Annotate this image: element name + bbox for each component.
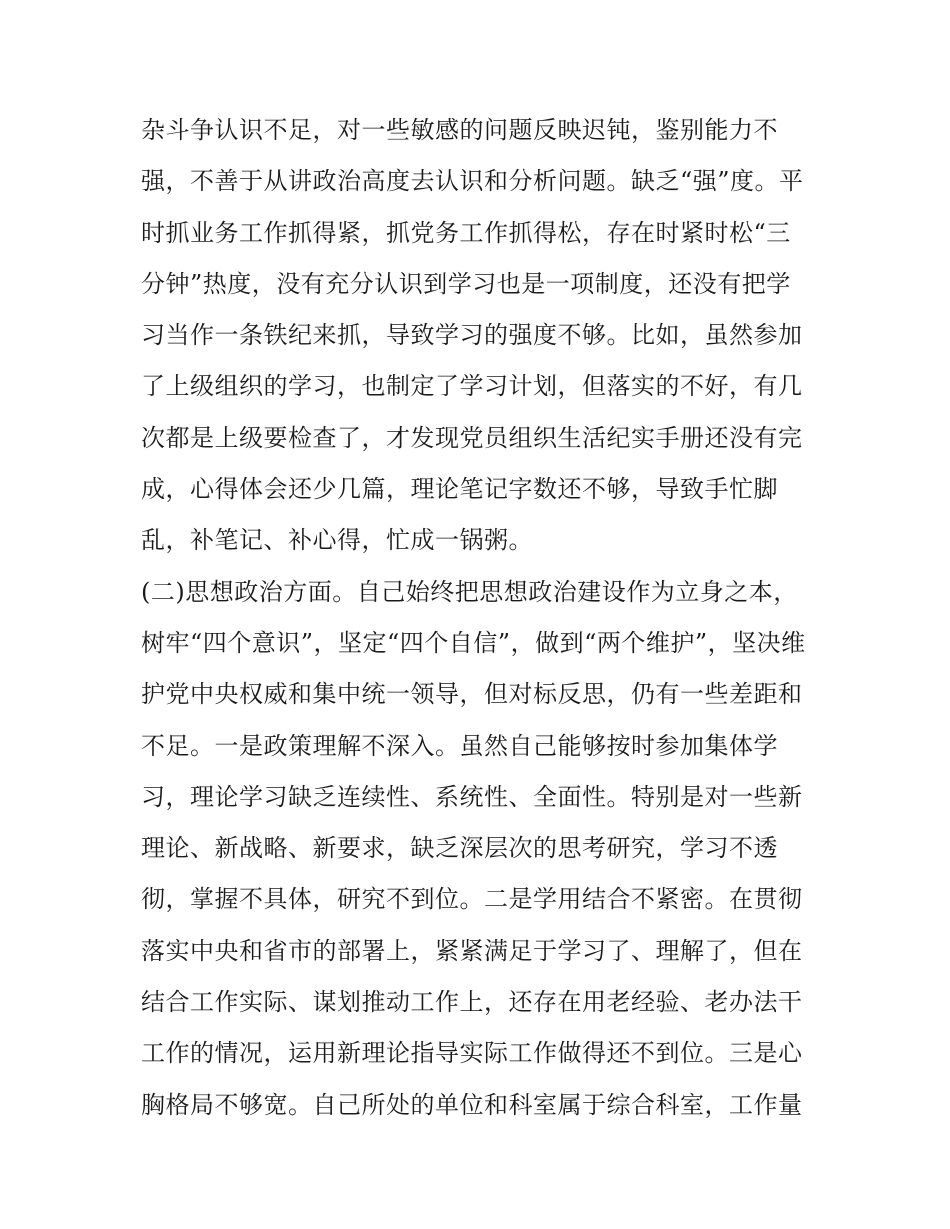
text-line-18: 结合工作实际、谋划推动工作上，还存在用老经验、老办法干 [141, 988, 803, 1017]
text-line-17: 落实中央和省市的部署上，紧紧满足于学习了、理解了，但在 [141, 936, 803, 965]
text-line-1: 杂斗争认识不足，对一些敏感的问题反映迟钝，鉴别能力不 [141, 116, 778, 144]
text-line-3: 时抓业务工作抓得紧，抓党务工作抓得松，存在时紧时松“三 [141, 218, 791, 247]
text-line-2: 强，不善于从讲政治高度去认识和分析问题。缺乏“强”度。平 [141, 167, 804, 196]
text-line-20: 胸格局不够宽。自己所处的单位和科室属于综合科室，工作量 [141, 1090, 803, 1119]
text-line-6: 了上级组织的学习，也制定了学习计划，但落实的不好，有几 [141, 372, 803, 401]
text-line-11: 树牢“四个意识”，坚定“四个自信”，做到“两个维护”，坚决维 [141, 628, 806, 657]
text-line-15: 理论、新战略、新要求，缺乏深层次的思考研究，学习不透 [141, 834, 778, 863]
text-line-13: 不足。一是政策理解不深入。虽然自己能够按时参加集体学 [141, 731, 778, 760]
text-line-5: 习当作一条铁纪来抓，导致学习的强度不够。比如，虽然参加 [141, 321, 803, 350]
section-heading-line: (二)思想政治方面。自己始终把思想政治建设作为立身之本， [141, 577, 798, 606]
text-line-12: 护党中央权威和集中统一领导，但对标反思，仍有一些差距和 [141, 680, 803, 709]
text-line-9: 乱，补笔记、补心得，忙成一锅粥。 [141, 526, 533, 555]
body-text [141, 105, 821, 1131]
text-line-19: 工作的情况，运用新理论指导实际工作做得还不到位。三是心 [141, 1039, 803, 1068]
text-line-16: 彻，掌握不具体，研究不到位。二是学用结合不紧密。在贯彻 [141, 885, 803, 914]
text-line-4: 分钟”热度，没有充分认识到学习也是一项制度，还没有把学 [141, 269, 791, 298]
text-line-7: 次都是上级要检查了，才发现党员组织生活纪实手册还没有完 [141, 423, 803, 452]
text-line-8: 成，心得体会还少几篇，理论笔记字数还不够，导致手忙脚 [141, 475, 778, 504]
text-line-14: 习，理论学习缺乏连续性、系统性、全面性。特别是对一些新 [141, 782, 803, 811]
